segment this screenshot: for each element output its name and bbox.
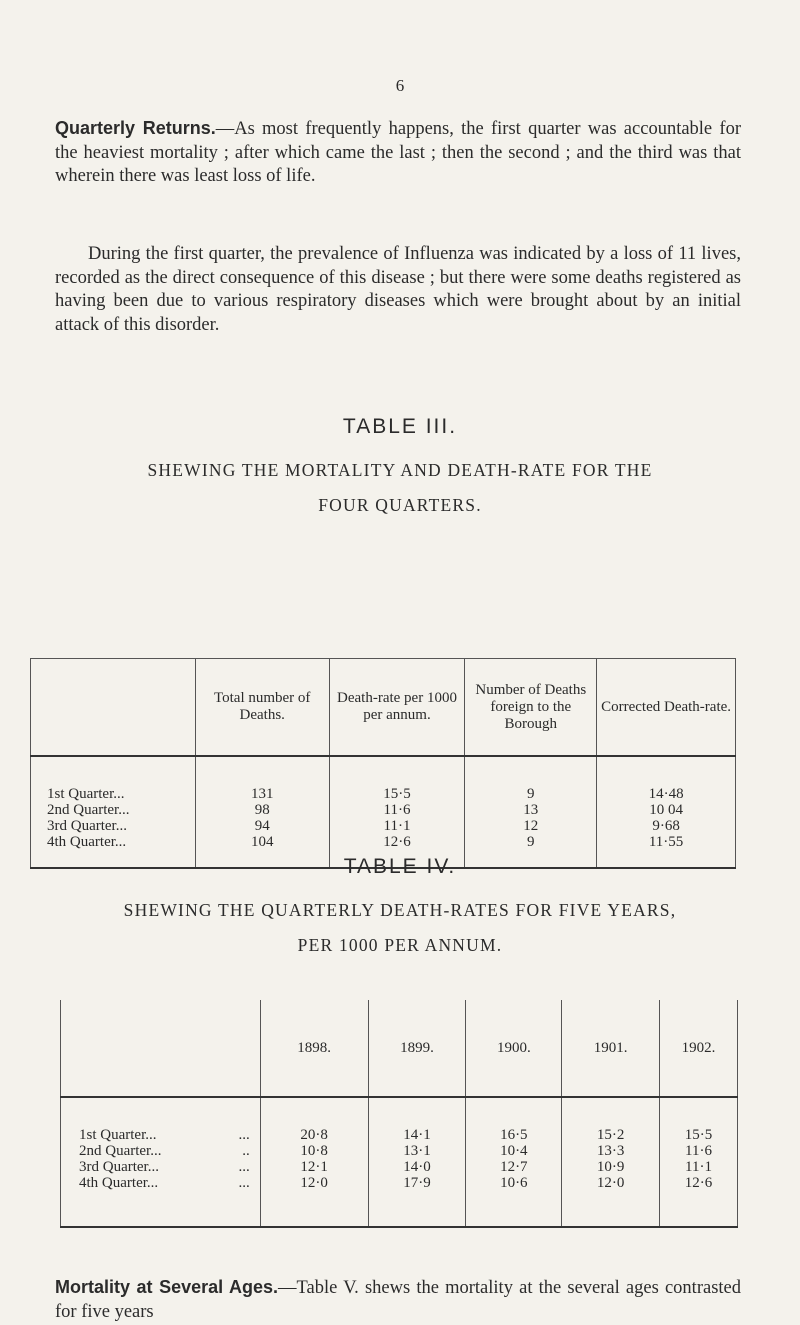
corrected-rate-cell: 10 04 [649,802,683,818]
rate-1902-cell: 12·6 [684,1175,713,1191]
table-row [31,786,736,802]
table-row [31,802,736,818]
row-label: 2nd Quarter... [79,1143,162,1159]
foreign-deaths-cell: 13 [465,802,597,818]
table3-header-blank [31,659,196,757]
quarterly-returns-heading: Quarterly Returns. [55,118,216,138]
table4-header-1901: 1901. [562,1000,660,1097]
rate-1901-cell: 12·0 [562,1175,660,1191]
mortality-ages-paragraph [55,1276,741,1324]
rate-1900-cell: 12·7 [466,1159,562,1175]
rate-1898-cell: 12·0 [260,1175,368,1191]
corrected-rate-cell: 11·55 [648,834,684,850]
rate-1902-cell: 11·6 [685,1143,712,1159]
total-deaths-cell: 104 [195,834,329,850]
table4-header-1898: 1898. [260,1000,368,1097]
table3-header-total-deaths: Total number of Deaths. [195,659,329,757]
total-deaths-cell: 94 [195,818,329,834]
foreign-deaths-cell: 9 [465,834,597,850]
page-number: 6 [395,76,405,95]
foreign-deaths-cell: 12 [465,818,597,834]
death-rate-cell: 15·5 [329,786,465,802]
rate-1901-cell: 15·2 [562,1127,660,1143]
table4 [60,1000,738,1228]
quarterly-returns-paragraph [55,117,741,189]
rate-1898-cell: 10·8 [260,1143,368,1159]
corrected-rate-cell: 9·68 [652,818,680,834]
table3-subtitle-line2: FOUR QUARTERS. [318,495,482,515]
mortality-ages-text: —Table V. shews the mortality at the several ages contrasted for five years [55,1278,741,1322]
row-label: 1st Quarter... [31,786,196,802]
mortality-ages-heading: Mortality at Several Ages. [55,1277,279,1297]
quarterly-returns-text: —As most frequently happens, the first quarter was accountable for the heaviest mortality ; after which came the last ; then the second ; and the third was that wherein there was least loss of life. [55,119,741,186]
total-deaths-cell: 98 [195,802,329,818]
table4-header-blank [61,1000,261,1097]
table-row [61,1143,738,1159]
influenza-paragraph: During the first quarter, the prevalence of Influenza was indicated by a loss of 11 lives, recorded as the direct consequence of this disease ; but there were some deaths registered as having been due to various respiratory diseases which were brought about by an initial attack of this disorder. [55,244,741,335]
table4-header-1899: 1899. [368,1000,466,1097]
row-label: 4th Quarter... [31,834,196,850]
table3-header-death-rate: Death-rate per 1000 per annum. [329,659,465,757]
table-row [61,1127,738,1143]
table4-subtitle-line1: SHEWING THE QUARTERLY DEATH-RATES FOR FIVE YEARS, [123,900,677,920]
row-leader: ... [205,1127,260,1143]
rate-1902-cell: 15·5 [684,1127,713,1143]
row-leader: .. [205,1143,260,1159]
row-label: 1st Quarter... [79,1127,157,1143]
rate-1899-cell: 14·1 [368,1127,466,1143]
rate-1898-cell: 12·1 [260,1159,368,1175]
table-row [31,834,736,850]
table3-header-corrected-rate: Corrected Death-rate. [597,659,736,757]
rate-1900-cell: 16·5 [466,1127,562,1143]
row-label: 3rd Quarter... [79,1159,159,1175]
table-row [61,1159,738,1175]
total-deaths-cell: 131 [195,786,329,802]
row-label: 2nd Quarter... [31,802,196,818]
rate-1900-cell: 10·4 [466,1143,562,1159]
table3-title: TABLE III. [342,415,458,438]
rate-1899-cell: 14·0 [368,1159,466,1175]
row-label: 3rd Quarter... [31,818,196,834]
table3-header-foreign-deaths: Number of Deaths foreign to the Borough [465,659,597,757]
row-label: 4th Quarter... [79,1175,159,1191]
table4-header-1902: 1902. [660,1000,738,1097]
table4-header-1900: 1900. [466,1000,562,1097]
death-rate-cell: 12·6 [329,834,465,850]
rate-1898-cell: 20·8 [260,1127,368,1143]
table4-subtitle-line2: PER 1000 PER ANNUM. [297,935,503,955]
rate-1899-cell: 13·1 [368,1143,466,1159]
table-row [31,818,736,834]
rate-1901-cell: 10·9 [562,1159,660,1175]
rate-1899-cell: 17·9 [368,1175,466,1191]
rate-1902-cell: 11·1 [685,1159,712,1175]
rate-1900-cell: 10·6 [466,1175,562,1191]
rate-1901-cell: 13·3 [562,1143,660,1159]
death-rate-cell: 11·6 [329,802,465,818]
row-leader: ... [205,1175,260,1191]
table4-title: TABLE IV. [343,855,457,878]
table3-subtitle-line1: SHEWING THE MORTALITY AND DEATH-RATE FOR THE [147,460,653,480]
foreign-deaths-cell: 9 [465,786,597,802]
death-rate-cell: 11·1 [329,818,465,834]
table3 [30,658,736,869]
row-leader: ... [205,1159,260,1175]
table-row [61,1175,738,1191]
corrected-rate-cell: 14·48 [648,786,684,802]
